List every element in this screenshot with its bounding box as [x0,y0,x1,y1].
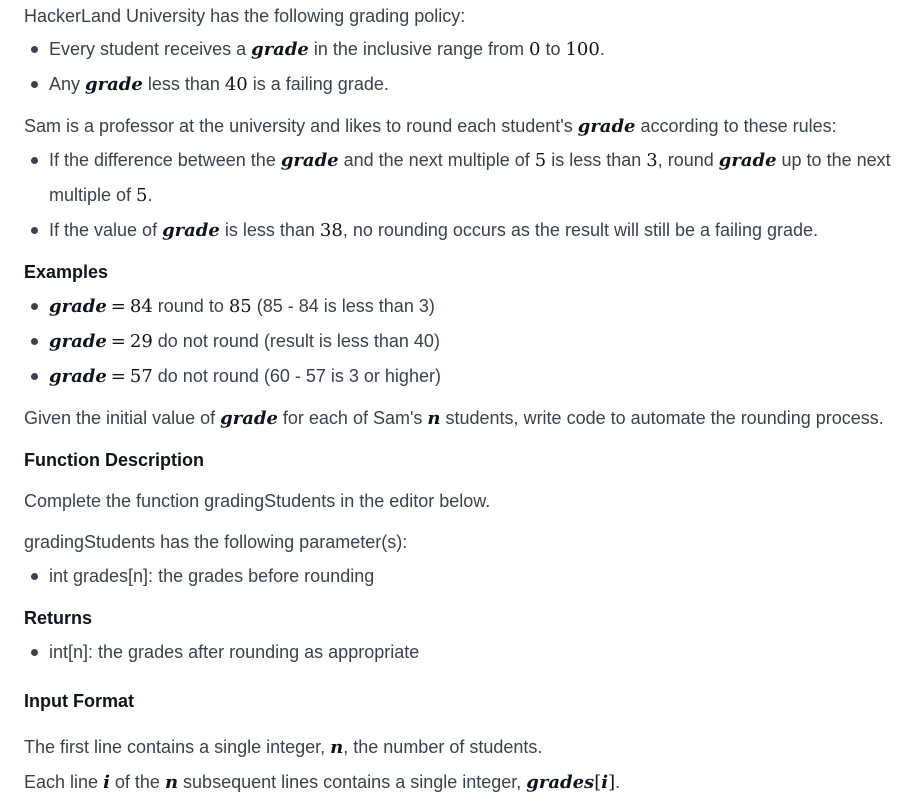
rule-item-1: If the difference between the grade and the next multiple of 5 is less than 3, round grade up to the next [49,150,891,171]
bullet [31,303,38,310]
bullet [31,649,38,656]
input-line-1: The first line contains a single integer, n, the number of students. [24,737,543,758]
params-text: gradingStudents has the following parameter(s): [24,532,408,552]
bullet [31,81,38,88]
complete-text: Complete the function gradingStudents in the editor below. [24,491,491,511]
intro-text: HackerLand University has the following grading policy: [24,6,466,26]
example-item-1: grade = 84 round to 85 (85 - 84 is less than 3) [49,296,435,317]
function-heading: Function Description [24,450,204,470]
policy-item-2: Any grade less than 40 is a failing grade. [49,74,389,95]
rule-item-2: If the value of grade is less than 38, no rounding occurs as the result will still be a failing grade. [49,220,819,241]
returns-item: int[n]: the grades after rounding as appropriate [49,642,420,662]
input-line-2: Each line i of the n subsequent lines contains a single integer, grades[i]. [24,772,621,793]
given-text: Given the initial value of grade for each of Sam's n students, write code to automate the rounding process. [24,408,884,429]
example-item-3: grade = 57 do not round (60 - 57 is 3 or higher) [49,366,441,387]
rule-item-1-continued: multiple of 5. [49,185,153,206]
param-item: int grades[n]: the grades before rounding [49,566,375,586]
returns-heading: Returns [24,608,93,628]
bullet [31,573,38,580]
example-item-2: grade = 29 do not round (result is less than 40) [49,331,440,352]
examples-heading: Examples [24,262,109,282]
bullet [31,227,38,234]
sam-intro: Sam is a professor at the university and likes to round each student's grade according to these rules: [24,116,837,137]
input-format-heading: Input Format [24,691,134,711]
bullet [31,373,38,380]
bullet [31,338,38,345]
bullet [31,157,38,164]
policy-item-1: Every student receives a grade in the inclusive range from 0 to 100. [49,39,605,60]
bullet [31,46,38,53]
